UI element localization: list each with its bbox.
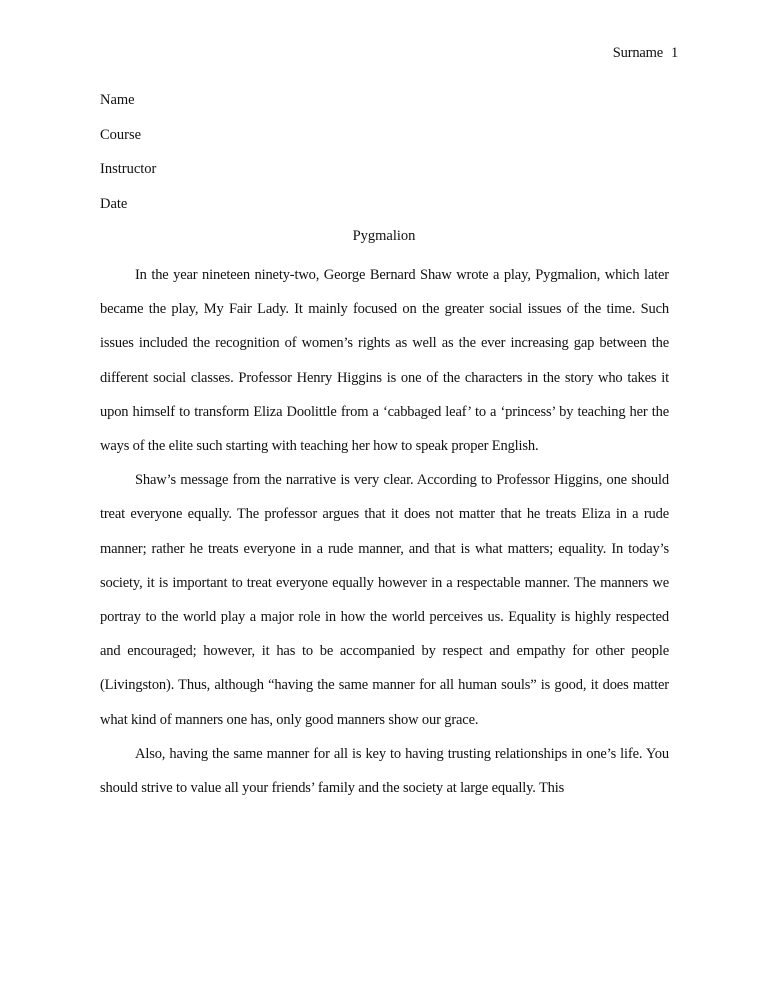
paragraph: Also, having the same manner for all is key to having trusting relationships in one’s life. You should strive to value all your friends’ family and the society at large equally. This	[100, 745, 669, 797]
paragraph: In the year nineteen ninety-two, George Bernard Shaw wrote a play, Pygmalion, which later became the play, My Fair Lady. It mainly focused on the greater social issues of the time. Such issues included the recognition of women’s rights as well as the ever increasing gap between the different social classes. Professor Henry Higgins is one of the characters in the story who takes it upon himself to transform Eliza Doolittle from a ‘cabbaged leaf’ to a ‘princess’ by teaching her the ways of the elite such starting with teaching her how to speak proper English.	[100, 267, 669, 455]
heading-date: Date	[100, 195, 128, 212]
essay-body	[100, 258, 669, 805]
essay-title: Pygmalion	[352, 228, 416, 244]
page-number: 1	[670, 45, 678, 61]
heading-course: Course	[100, 126, 142, 143]
paragraph: Shaw’s message from the narrative is very clear. According to Professor Higgins, one should treat everyone equally. The professor argues that it does not matter that he treats Eliza in a rude manner; rather he treats everyone in a rude manner, and that is what matters; equality. In today’s society, it is important to treat everyone equally however in a respectable manner. The manners we portray to the world play a major role in how the world perceives us. Equality is highly respected and encouraged; however, it has to be accompanied by respect and empathy for other people (Livingston). Thus, although “having the same manner for all human souls” is good, it does matter what kind of manners one has, only good manners show our grace.	[100, 472, 669, 728]
heading-name: Name	[100, 92, 135, 108]
student-heading	[100, 90, 156, 228]
running-header	[613, 45, 678, 62]
header-surname: Surname	[612, 45, 663, 61]
heading-instructor: Instructor	[100, 161, 157, 177]
